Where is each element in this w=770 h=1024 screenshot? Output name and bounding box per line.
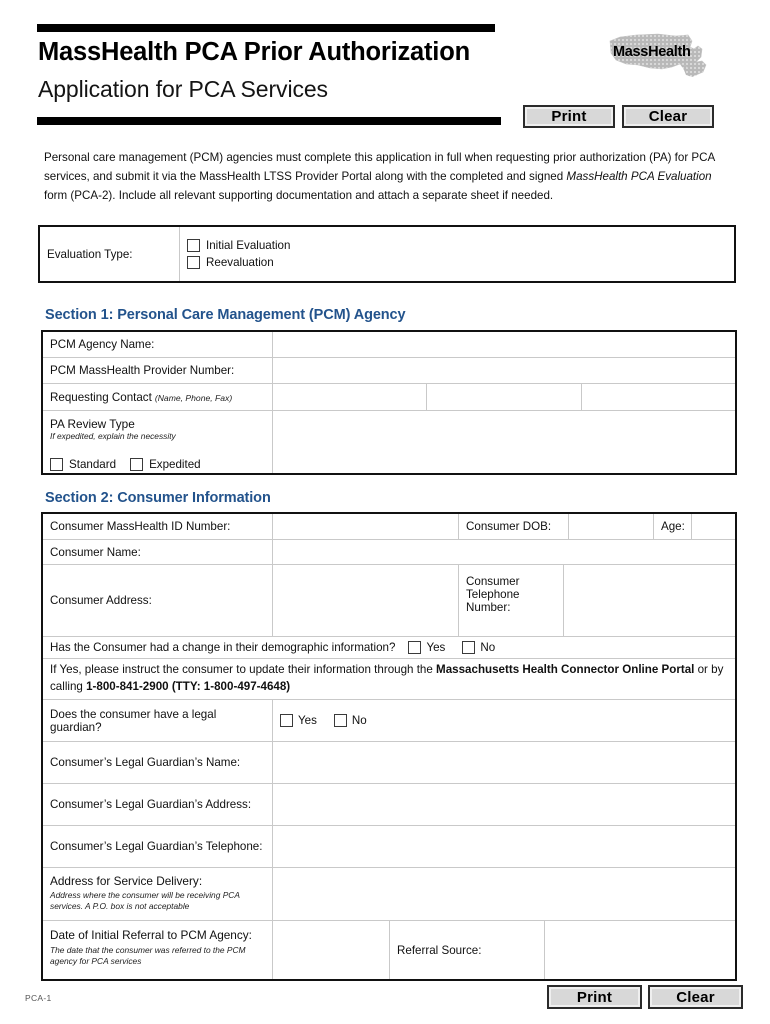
table-row <box>43 921 735 979</box>
requesting-contact-label <box>43 384 273 410</box>
evaluation-option-initial-label: Initial Evaluation <box>206 239 291 252</box>
consumer-name-field[interactable] <box>273 540 735 564</box>
health-connector-note-cell <box>43 659 735 699</box>
guardian-telephone-field[interactable] <box>273 826 735 867</box>
demographic-change-question-text: Has the Consumer had a change in their demographic information? <box>50 641 396 654</box>
initial-referral-date-label: Date of Initial Referral to PCM Agency: <box>50 928 252 942</box>
guardian-no-option[interactable] <box>334 714 367 727</box>
checkbox-reevaluation[interactable] <box>187 256 200 269</box>
form-code: PCA-1 <box>25 993 52 1003</box>
checkbox-demographic-no[interactable] <box>462 641 475 654</box>
demographic-no-label: No <box>480 641 496 654</box>
intro-italic-form-name: MassHealth PCA Evaluation <box>566 170 712 183</box>
consumer-id-field[interactable] <box>273 514 459 539</box>
pa-review-option-standard-label: Standard <box>69 458 117 471</box>
page-subtitle: Application for PCA Services <box>38 76 328 102</box>
checkbox-expedited[interactable] <box>130 458 143 471</box>
section-1-heading: Section 1: Personal Care Management (PCM) Agency <box>45 307 406 323</box>
table-row <box>43 826 735 868</box>
pa-review-option-standard[interactable] <box>50 456 116 473</box>
pa-review-type-cell <box>43 411 273 473</box>
consumer-address-field[interactable] <box>273 565 459 636</box>
table-row <box>43 332 735 358</box>
requesting-contact-text: Requesting Contact <box>50 390 152 404</box>
referral-source-label: Referral Source: <box>390 921 545 979</box>
health-connector-note <box>50 661 728 695</box>
clear-button-top[interactable]: Clear <box>622 105 714 128</box>
consumer-id-label: Consumer MassHealth ID Number: <box>43 514 273 539</box>
demographic-change-question-cell <box>43 637 735 658</box>
initial-referral-date-hint: The date that the consumer was referred to the PCM agency for PCA services <box>50 945 246 966</box>
evaluation-type-label: Evaluation Type: <box>40 227 180 281</box>
page-title: MassHealth PCA Prior Authorization <box>38 38 470 66</box>
intro-text-2: form (PCA-2). Include all relevant supporting documentation and attach a separate sheet if needed. <box>44 189 554 202</box>
pa-review-type-hint: If expedited, explain the necessity <box>50 431 176 441</box>
evaluation-type-row <box>40 227 734 281</box>
guardian-name-label: Consumer’s Legal Guardian’s Name: <box>43 742 273 783</box>
guardian-name-field[interactable] <box>273 742 735 783</box>
evaluation-option-reevaluation[interactable] <box>187 254 727 271</box>
evaluation-type-box <box>38 225 736 283</box>
connector-note-prefix: If Yes, please instruct the consumer to update their information through the <box>50 663 437 676</box>
checkbox-guardian-no[interactable] <box>334 714 347 727</box>
pa-review-option-expedited[interactable] <box>130 456 201 473</box>
table-row <box>43 868 735 921</box>
pcm-agency-name-field[interactable] <box>273 332 735 357</box>
connector-note-middle: or by calling <box>50 663 724 693</box>
print-button-bottom[interactable]: Print <box>547 985 642 1009</box>
table-row <box>43 659 735 700</box>
table-row <box>43 358 735 384</box>
initial-referral-date-cell <box>43 921 273 979</box>
table-row <box>43 384 735 411</box>
intro-text-1: Personal care management (PCM) agencies must complete this application in full when requesting prior authorization (PA) for PCA services, and submit it via the MassHealth LTSS Provider Portal along with the completed and signed <box>44 151 715 183</box>
pcm-provider-number-label: PCM MassHealth Provider Number: <box>43 358 273 383</box>
table-row <box>43 784 735 826</box>
legal-guardian-question-label: Does the consumer have a legal guardian? <box>43 700 273 741</box>
requesting-contact-fax-field[interactable] <box>582 384 735 410</box>
consumer-telephone-label: Consumer Telephone Number: <box>459 565 564 636</box>
table-row <box>43 411 735 473</box>
consumer-address-label: Consumer Address: <box>43 565 273 636</box>
pcm-provider-number-field[interactable] <box>273 358 735 383</box>
checkbox-standard[interactable] <box>50 458 63 471</box>
requesting-contact-name-field[interactable] <box>273 384 427 410</box>
header-rule-top <box>37 24 495 32</box>
evaluation-option-reevaluation-label: Reevaluation <box>206 256 274 269</box>
checkbox-initial-evaluation[interactable] <box>187 239 200 252</box>
evaluation-type-options <box>180 227 734 281</box>
demographic-yes-label: Yes <box>426 641 446 654</box>
consumer-dob-field[interactable] <box>569 514 654 539</box>
requesting-contact-hint: (Name, Phone, Fax) <box>154 392 233 403</box>
requesting-contact-phone-field[interactable] <box>427 384 581 410</box>
pa-review-option-expedited-label: Expedited <box>149 458 201 471</box>
guardian-no-label: No <box>351 714 367 727</box>
service-delivery-address-label: Address for Service Delivery: <box>50 874 203 888</box>
intro-paragraph <box>44 148 734 205</box>
logo-wordmark: MassHealth <box>613 44 691 60</box>
table-row <box>43 514 735 540</box>
clear-button-bottom[interactable]: Clear <box>648 985 743 1009</box>
section-2-heading: Section 2: Consumer Information <box>45 490 271 506</box>
guardian-yes-label: Yes <box>298 714 317 727</box>
service-delivery-address-cell <box>43 868 273 920</box>
pa-review-type-explanation-field[interactable] <box>273 411 735 473</box>
checkbox-guardian-yes[interactable] <box>280 714 293 727</box>
table-row <box>43 637 735 659</box>
pa-review-type-label: PA Review Type <box>50 417 135 431</box>
guardian-telephone-label: Consumer’s Legal Guardian’s Telephone: <box>43 826 273 867</box>
consumer-name-label: Consumer Name: <box>43 540 273 564</box>
service-delivery-address-hint: Address where the consumer will be receiving PCA services. A P.O. box is not acceptable <box>50 890 240 911</box>
connector-phone-numbers: 1-800-841-2900 (TTY: 1-800-497-4648) <box>86 680 291 693</box>
section-2-table <box>41 512 737 981</box>
referral-source-field[interactable] <box>545 921 735 979</box>
checkbox-demographic-yes[interactable] <box>408 641 421 654</box>
masshealth-logo <box>606 31 716 83</box>
legal-guardian-question-options <box>273 700 735 741</box>
demographic-yes-option[interactable] <box>408 641 445 654</box>
guardian-yes-option[interactable] <box>280 714 317 727</box>
initial-referral-date-field[interactable] <box>273 921 390 979</box>
consumer-dob-label: Consumer DOB: <box>459 514 569 539</box>
header-rule-bottom <box>37 117 501 125</box>
table-row <box>43 700 735 742</box>
consumer-age-field[interactable] <box>692 514 735 539</box>
pcm-agency-name-label: PCM Agency Name: <box>43 332 273 357</box>
connector-portal-name: Massachusetts Health Connector Online Portal <box>436 663 695 676</box>
table-row <box>43 742 735 784</box>
consumer-age-label: Age: <box>654 514 692 539</box>
table-row <box>43 540 735 565</box>
section-1-table <box>41 330 737 475</box>
guardian-address-label: Consumer’s Legal Guardian’s Address: <box>43 784 273 825</box>
service-delivery-address-field[interactable] <box>273 868 735 920</box>
demographic-no-option[interactable] <box>462 641 495 654</box>
table-row <box>43 565 735 637</box>
consumer-telephone-field[interactable] <box>564 565 735 636</box>
evaluation-option-initial[interactable] <box>187 237 727 254</box>
guardian-address-field[interactable] <box>273 784 735 825</box>
print-button-top[interactable]: Print <box>523 105 615 128</box>
